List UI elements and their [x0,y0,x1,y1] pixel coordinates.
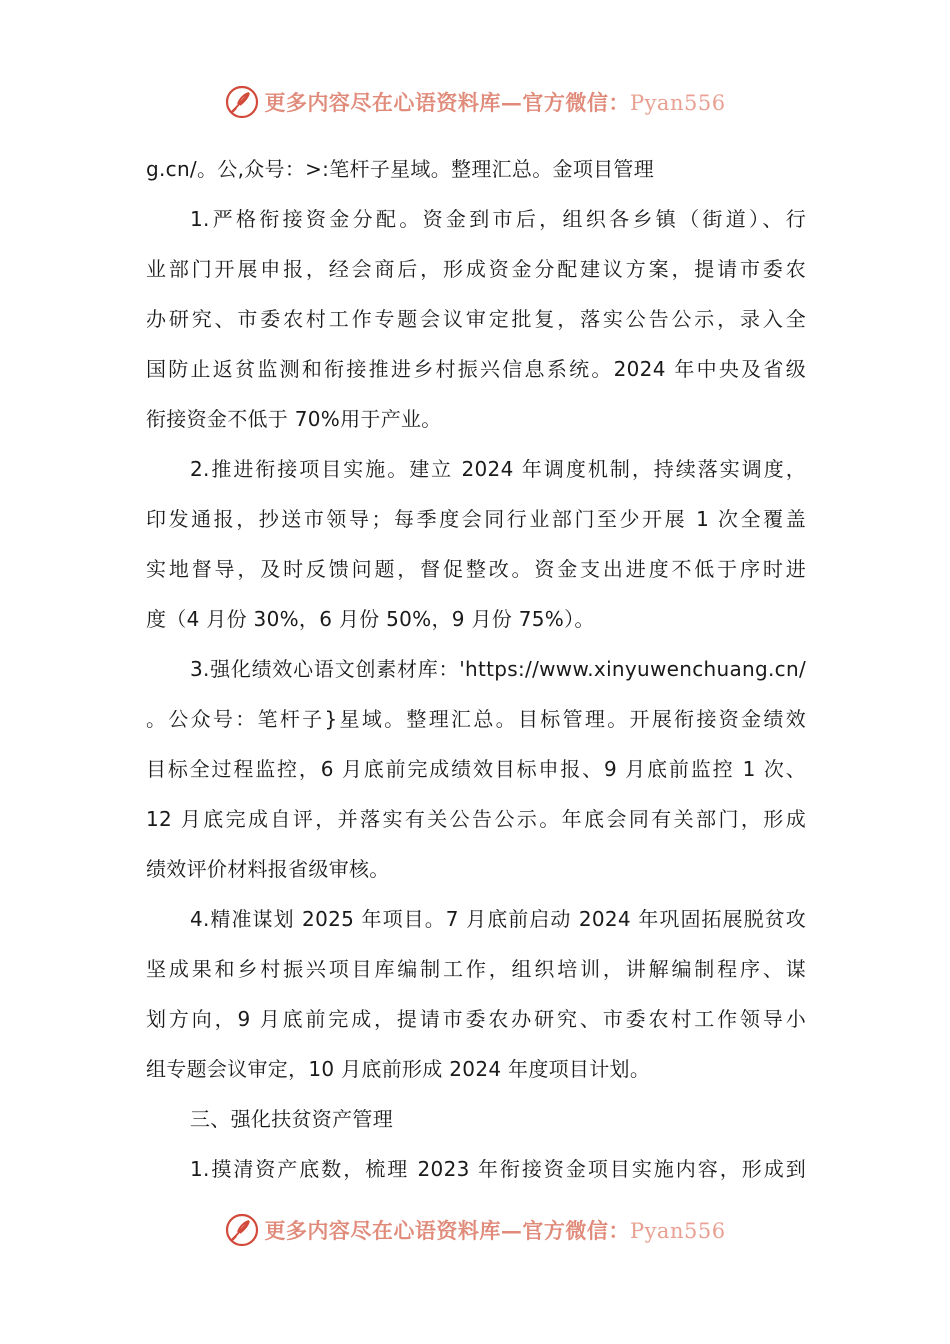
text-line: 1.摸清资产底数，梳理 2023 年衔接资金项目实施内容，形成到 [190,1157,806,1181]
text-line: 2.推进衔接项目实施。建立 2024 年调度机制，持续落实调度， [190,457,806,481]
section-heading: 三、强化扶贫资产管理 [190,1107,393,1131]
text-line: 绩效评价材料报省级审核。 [146,857,390,881]
text-line: 办研究、市委农村工作专题会议审定批复，落实公告公示，录入全 [146,307,806,331]
text-line: 4.精准谋划 2025 年项目。7 月底前启动 2024 年巩固拓展脱贫攻 [190,907,806,931]
text-line: g.cn/。公,众号：>:笔杆子星域。整理汇总。金项目管理 [146,157,655,181]
text-line: 实地督导，及时反馈问题，督促整改。资金支出进度不低于序时进 [146,557,806,581]
text-line: 度（4 月份 30%，6 月份 50%，9 月份 75%）。 [146,607,595,631]
footer-banner [0,1208,950,1252]
text-line: 印发通报，抄送市领导；每季度会同行业部门至少开展 1 次全覆盖 [146,507,806,531]
wechat-id: Pyan556 [629,91,726,115]
header-banner [0,80,950,124]
wechat-id: Pyan556 [629,1219,726,1243]
quill-logo-icon [224,1212,260,1248]
banner-text: 更多内容尽在心语资料库—官方微信：Pyan556 [264,90,726,115]
text-line: 划方向，9 月底前完成，提请市委农办研究、市委农村工作领导小 [146,1007,806,1031]
text-line: 衔接资金不低于 70%用于产业。 [146,407,442,431]
text-line: 坚成果和乡村振兴项目库编制工作，组织培训，讲解编制程序、谋 [146,957,806,981]
text-line: 。公众号：笔杆子}星域。整理汇总。目标管理。开展衔接资金绩效 [146,707,806,731]
quill-logo-icon [224,84,260,120]
text-line: 国防止返贫监测和衔接推进乡村振兴信息系统。2024 年中央及省级 [146,357,806,381]
text-line: 1.严格衔接资金分配。资金到市后，组织各乡镇（街道）、行 [190,207,806,231]
text-line: 业部门开展申报，经会商后，形成资金分配建议方案，提请市委农 [146,257,806,281]
text-line: 12 月底完成自评，并落实有关公告公示。年底会同有关部门，形成 [146,807,806,831]
document-body [146,144,806,1194]
text-line: 目标全过程监控，6 月底前完成绩效目标申报、9 月底前监控 1 次、 [146,757,806,781]
text-line: 3.强化绩效心语文创素材库：'https://www.xinyuwenchuang.cn/ [190,657,806,681]
banner-text: 更多内容尽在心语资料库—官方微信：Pyan556 [264,1218,726,1243]
text-line: 组专题会议审定，10 月底前形成 2024 年度项目计划。 [146,1057,651,1081]
